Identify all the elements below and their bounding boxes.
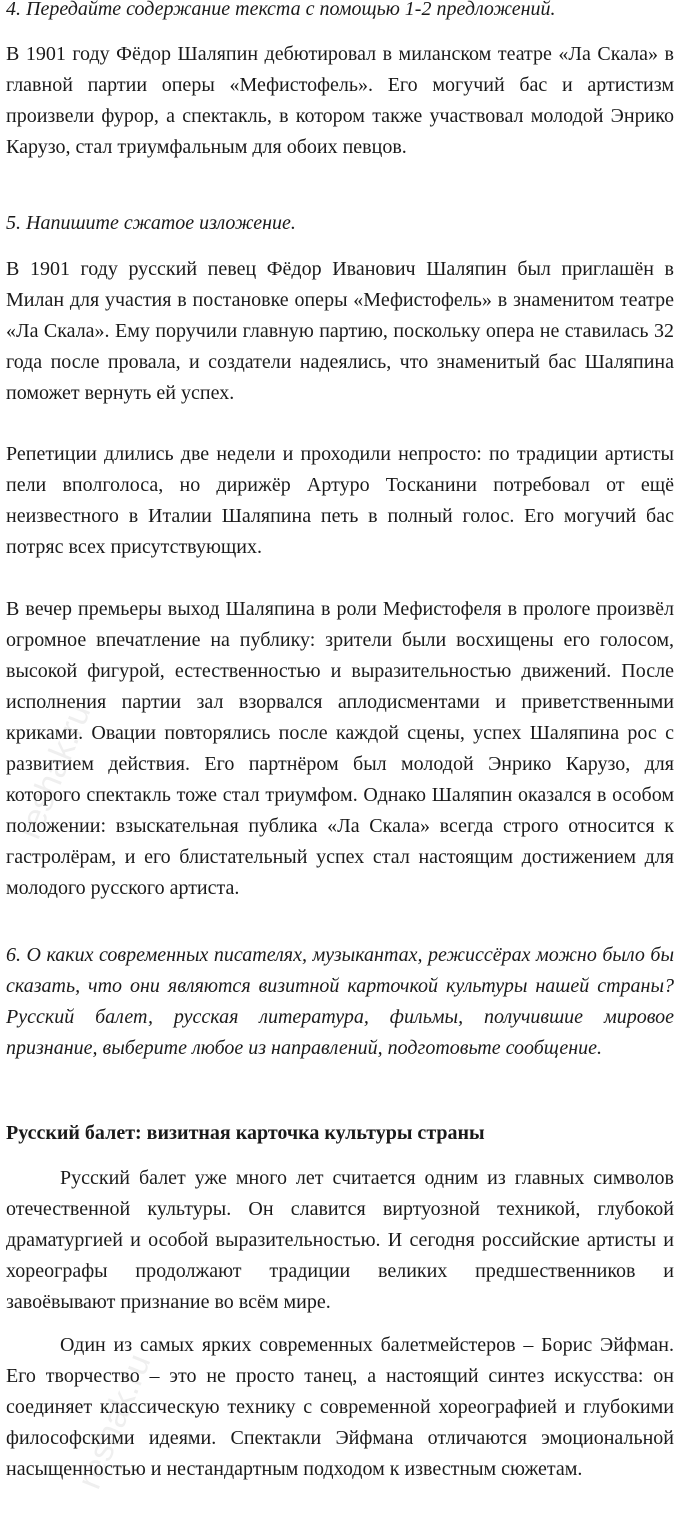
watermark: reshak.ru — [70, 1348, 159, 1495]
task-5-answer-paragraph: В 1901 году русский певец Фёдор Иванович Шаляпин был приглашён в Милан для участия в постановке оперы «Мефистофель» в знаменитом театре «Ла Скала». Ему поручили главную партию, поскольку опера не ставилась 32 года после провала, и создатели надеялись, что знаменитый бас Шаляпина поможет вернуть ей успех. — [6, 258, 674, 404]
report-paragraph: Один из самых ярких современных балетмейстеров – Борис Эйфман. Его творчество – это не просто танец, а настоящий синтез искусства: он соединяет классическую технику с современной хореографией и глубокими философскими идеями. Спектакли Эйфмана отличаются эмоциональной насыщенностью и нестандартным подходом к известным сюжетам. — [6, 1334, 674, 1480]
task-5-prompt: 5. Напишите сжатое изложение. — [6, 212, 296, 234]
task-4-prompt: 4. Передайте содержание текста с помощью 1-2 предложений. — [6, 0, 556, 20]
task-5-answer-paragraph: Репетиции длились две недели и проходили непросто: по традиции артисты пели вполголоса, но дирижёр Артуро Тосканини потребовал от ещё неизвестного в Италии Шаляпина петь в полный голос. Его могучий бас потряс всех присутствующих. — [6, 443, 674, 558]
report-paragraph: Русский балет уже много лет считается одним из главных символов отечественной культуры. Он славится виртуозной техникой, глубокой драматургией и особой выразительностью. И сегодня российские артисты и хореографы продолжают традиции великих предшественников и завоёвывают признание во всём мире. — [6, 1167, 674, 1313]
task-5-answer-paragraph: В вечер премьеры выход Шаляпина в роли Мефистофеля в прологе произвёл огромное впечатление на публику: зрители были восхищены его голосом, высокой фигурой, естественностью и выразительностью движений. После исполнения партии зал взорвался аплодисментами и приветственными криками. Овации повторялись после каждой сцены, успех Шаляпина рос с развитием действия. Его партнёром был молодой Энрико Карузо, для которого спектакль тоже стал триумфом. Однако Шаляпин оказался в особом положении: взыскательная публика «Ла Скала» всегда строго относится к гастролёрам, и его блистательный успех стал настоящим достижением для молодого русского артиста. — [6, 598, 674, 899]
task-6-prompt: 6. О каких современных писателях, музыкантах, режиссёрах можно было бы сказать, что они являются визитной карточкой культуры нашей страны? Русский балет, русская литература, фильмы, получившие мировое признание, выберите любое из направлений, подготовьте сообщение. — [6, 944, 674, 1059]
task-4-answer: В 1901 году Фёдор Шаляпин дебютировал в миланском театре «Ла Скала» в главной партии оперы «Мефистофель». Его могучий бас и артистизм произвели фурор, а спектакль, в котором также участвовал молодой Энрико Карузо, стал триумфальным для обоих певцов. — [6, 43, 674, 158]
report-title: Русский балет: визитная карточка культуры страны — [6, 1122, 485, 1144]
watermark: reshak.ru — [10, 698, 99, 845]
